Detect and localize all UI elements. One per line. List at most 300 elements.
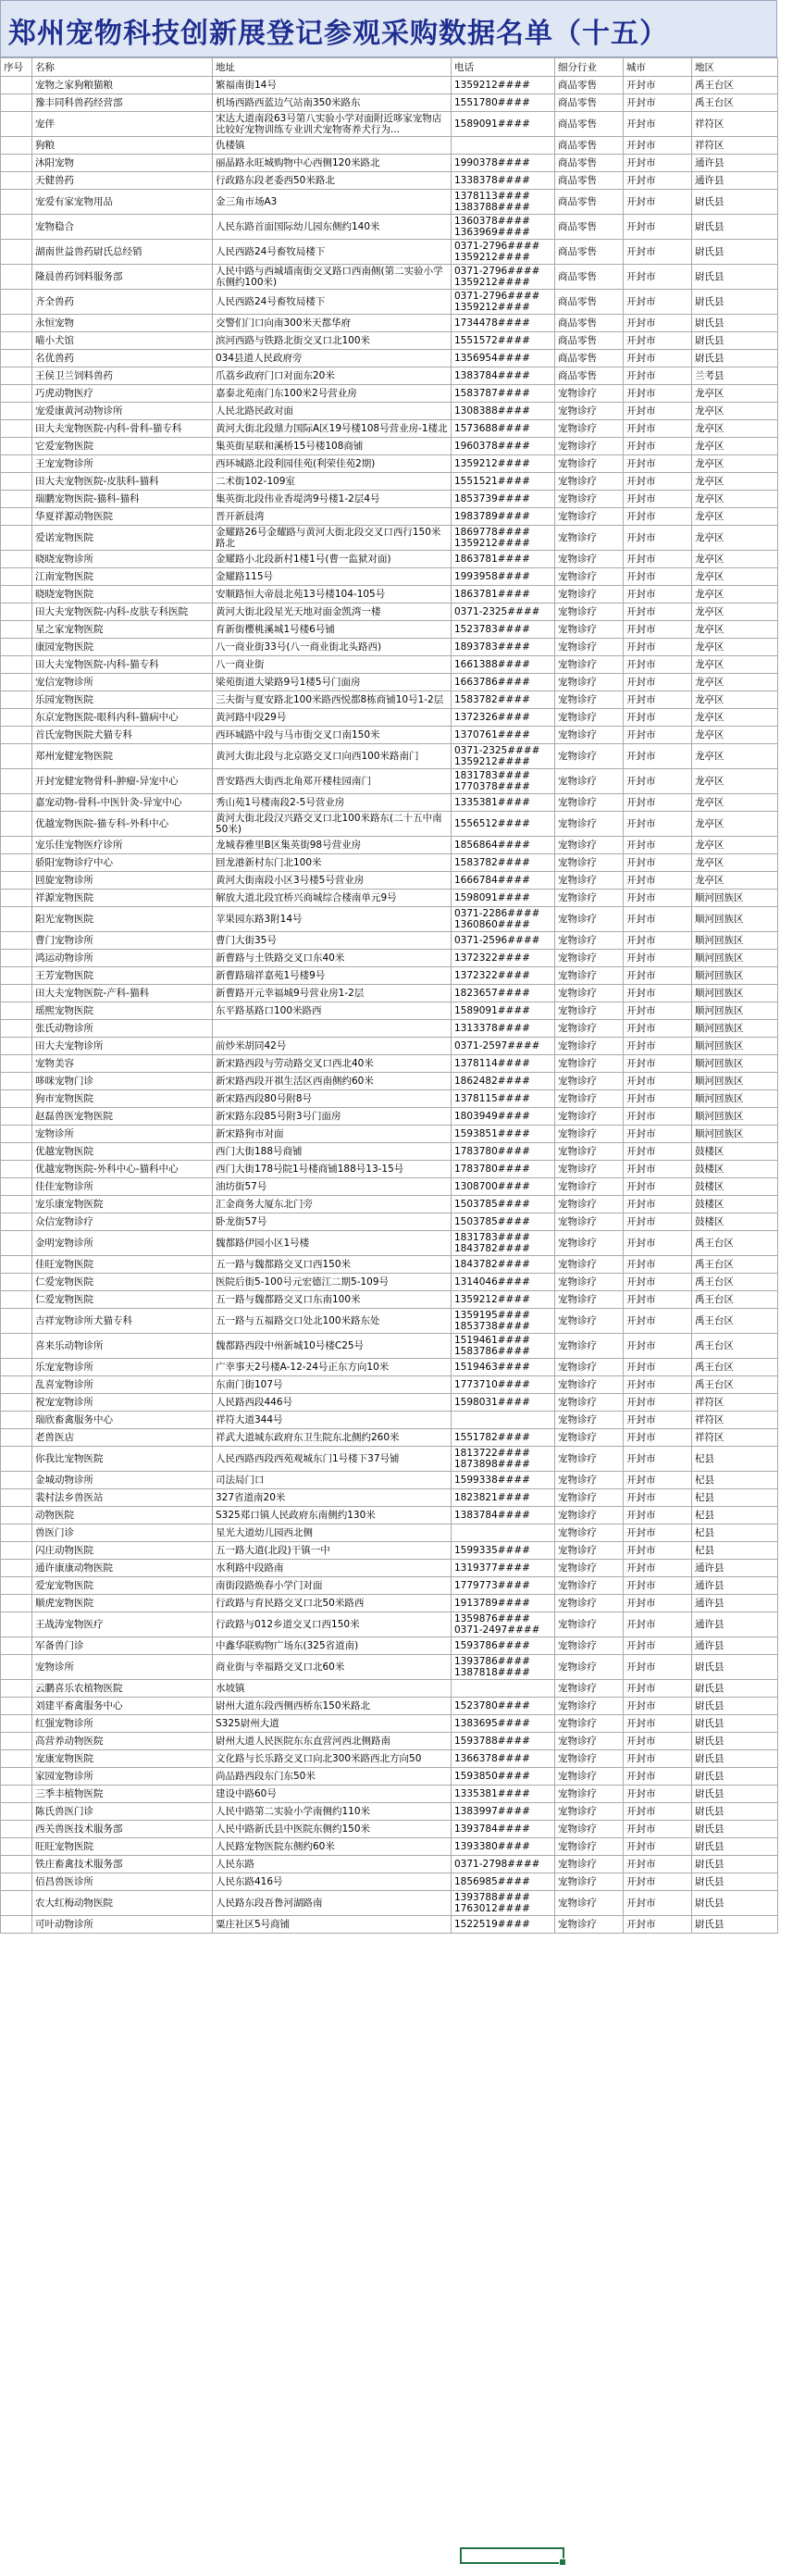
cell-district[interactable]: 通许县 xyxy=(692,172,778,190)
cell-industry[interactable]: 宠物诊疗 xyxy=(555,1213,624,1231)
cell-name[interactable]: 农大红梅动物医院 xyxy=(32,1891,213,1916)
cell-phone[interactable]: 1359212#### xyxy=(452,77,555,94)
cell-index[interactable] xyxy=(1,1595,32,1612)
cell-industry[interactable]: 宠物诊疗 xyxy=(555,890,624,907)
cell-name[interactable]: 祥源宠物医院 xyxy=(32,890,213,907)
cell-district[interactable]: 尉氏县 xyxy=(692,350,778,367)
cell-district[interactable]: 尉氏县 xyxy=(692,240,778,265)
cell-index[interactable] xyxy=(1,1429,32,1447)
cell-city[interactable]: 开封市 xyxy=(624,508,692,526)
cell-district[interactable]: 禹王台区 xyxy=(692,1334,778,1359)
cell-address[interactable]: 水利路中段路南 xyxy=(213,1560,452,1577)
cell-city[interactable]: 开封市 xyxy=(624,769,692,794)
cell-index[interactable] xyxy=(1,1002,32,1020)
cell-industry[interactable]: 商品零售 xyxy=(555,112,624,137)
cell-address[interactable]: 金耀路26号金耀路与黄河大街北段交叉口西行150米路北 xyxy=(213,526,452,551)
cell-index[interactable] xyxy=(1,950,32,967)
cell-address[interactable]: 晋安路西大街西北角郑开楼桂园南门 xyxy=(213,769,452,794)
cell-index[interactable] xyxy=(1,907,32,932)
cell-industry[interactable]: 宠物诊疗 xyxy=(555,1447,624,1472)
cell-district[interactable]: 龙亭区 xyxy=(692,420,778,438)
cell-city[interactable]: 开封市 xyxy=(624,812,692,837)
cell-phone[interactable]: 1383784#### xyxy=(452,1507,555,1524)
cell-industry[interactable]: 宠物诊疗 xyxy=(555,1891,624,1916)
cell-industry[interactable]: 宠物诊疗 xyxy=(555,1821,624,1838)
col-header-address[interactable]: 地址 xyxy=(213,58,452,77)
cell-index[interactable] xyxy=(1,1376,32,1394)
cell-name[interactable]: 宠物稳合 xyxy=(32,215,213,240)
cell-city[interactable]: 开封市 xyxy=(624,1715,692,1733)
cell-address[interactable]: 新曹路开元幸福城9号营业房1-2层 xyxy=(213,985,452,1002)
cell-phone[interactable]: 1583782#### xyxy=(452,854,555,872)
fill-handle[interactable] xyxy=(559,2558,566,2566)
cell-city[interactable]: 开封市 xyxy=(624,526,692,551)
cell-name[interactable]: 通许康康动物医院 xyxy=(32,1560,213,1577)
cell-district[interactable]: 鼓楼区 xyxy=(692,1143,778,1161)
cell-industry[interactable]: 宠物诊疗 xyxy=(555,621,624,639)
cell-phone[interactable]: 1378113#### 1383788#### xyxy=(452,190,555,215)
cell-phone[interactable]: 1853739#### xyxy=(452,491,555,508)
cell-address[interactable]: 行政路与012乡道交叉口西150米 xyxy=(213,1612,452,1637)
cell-industry[interactable]: 宠物诊疗 xyxy=(555,656,624,674)
cell-industry[interactable]: 商品零售 xyxy=(555,155,624,172)
cell-district[interactable]: 尉氏县 xyxy=(692,1715,778,1733)
col-header-district[interactable]: 地区 xyxy=(692,58,778,77)
cell-address[interactable]: 327省道南20米 xyxy=(213,1489,452,1507)
cell-district[interactable]: 顺河回族区 xyxy=(692,1090,778,1108)
cell-city[interactable]: 开封市 xyxy=(624,1429,692,1447)
cell-phone[interactable]: 1360378#### 1363969#### xyxy=(452,215,555,240)
cell-phone[interactable]: 1523783#### xyxy=(452,621,555,639)
cell-index[interactable] xyxy=(1,656,32,674)
cell-industry[interactable]: 宠物诊疗 xyxy=(555,1786,624,1803)
cell-industry[interactable]: 宠物诊疗 xyxy=(555,1309,624,1334)
cell-industry[interactable]: 宠物诊疗 xyxy=(555,420,624,438)
cell-name[interactable]: 宠康宠物医院 xyxy=(32,1750,213,1768)
cell-index[interactable] xyxy=(1,674,32,691)
cell-phone[interactable] xyxy=(452,1524,555,1542)
cell-city[interactable]: 开封市 xyxy=(624,112,692,137)
cell-phone[interactable]: 1843782#### xyxy=(452,1256,555,1274)
cell-name[interactable]: 众信宠物诊疗 xyxy=(32,1213,213,1231)
cell-address[interactable]: 三夫街与夏安路北100米路西悦都8栋商铺10号1-2层 xyxy=(213,691,452,709)
cell-industry[interactable]: 宠物诊疗 xyxy=(555,1577,624,1595)
cell-phone[interactable]: 0371-2798#### xyxy=(452,1856,555,1873)
cell-industry[interactable]: 宠物诊疗 xyxy=(555,1560,624,1577)
cell-industry[interactable]: 商品零售 xyxy=(555,367,624,385)
cell-phone[interactable]: 1734478#### xyxy=(452,315,555,332)
cell-city[interactable]: 开封市 xyxy=(624,1637,692,1655)
cell-phone[interactable]: 1370761#### xyxy=(452,727,555,744)
cell-index[interactable] xyxy=(1,1020,32,1038)
cell-name[interactable]: 曹门宠物诊所 xyxy=(32,932,213,950)
cell-industry[interactable]: 商品零售 xyxy=(555,290,624,315)
cell-industry[interactable]: 宠物诊疗 xyxy=(555,967,624,985)
cell-index[interactable] xyxy=(1,1231,32,1256)
cell-city[interactable]: 开封市 xyxy=(624,1916,692,1934)
cell-name[interactable]: 喵小犬馆 xyxy=(32,332,213,350)
cell-industry[interactable]: 宠物诊疗 xyxy=(555,794,624,812)
cell-phone[interactable]: 1393784#### xyxy=(452,1821,555,1838)
cell-address[interactable]: 人民中路新氏县中医院东侧约150米 xyxy=(213,1821,452,1838)
cell-industry[interactable]: 宠物诊疗 xyxy=(555,455,624,473)
cell-name[interactable]: 闪庄动物医院 xyxy=(32,1542,213,1560)
cell-name[interactable]: 瑞鹏宠物医院-猫科-猫科 xyxy=(32,491,213,508)
cell-phone[interactable]: 0371-2796#### 1359212#### xyxy=(452,240,555,265)
cell-industry[interactable]: 商品零售 xyxy=(555,215,624,240)
cell-index[interactable] xyxy=(1,1524,32,1542)
cell-city[interactable]: 开封市 xyxy=(624,1178,692,1196)
cell-name[interactable]: 顺虎宠物医院 xyxy=(32,1595,213,1612)
cell-address[interactable]: 黄河大街北段汉兴路交叉口北100米路东(二十五中南50米) xyxy=(213,812,452,837)
cell-address[interactable]: 曹门大街35号 xyxy=(213,932,452,950)
cell-address[interactable]: 卧龙街57号 xyxy=(213,1213,452,1231)
cell-phone[interactable]: 1383695#### xyxy=(452,1715,555,1733)
cell-address[interactable]: 黄河大街南段小区3号楼5号营业房 xyxy=(213,872,452,890)
cell-index[interactable] xyxy=(1,967,32,985)
cell-address[interactable]: 西环城路北段利园佳苑(利荣佳苑2期) xyxy=(213,455,452,473)
col-header-index[interactable]: 序号 xyxy=(1,58,32,77)
cell-address[interactable]: 新曹路瑞祥嘉苑1号楼9号 xyxy=(213,967,452,985)
cell-name[interactable]: 喜来乐动物诊所 xyxy=(32,1334,213,1359)
cell-name[interactable]: 家园宠物诊所 xyxy=(32,1768,213,1786)
cell-phone[interactable]: 1551521#### xyxy=(452,473,555,491)
cell-phone[interactable]: 1393786#### 1387818#### xyxy=(452,1655,555,1680)
cell-city[interactable]: 开封市 xyxy=(624,985,692,1002)
cell-name[interactable]: 金明宠物诊所 xyxy=(32,1231,213,1256)
cell-industry[interactable]: 宠物诊疗 xyxy=(555,727,624,744)
cell-city[interactable]: 开封市 xyxy=(624,1359,692,1376)
cell-district[interactable]: 龙亭区 xyxy=(692,568,778,586)
cell-address[interactable]: 人民北路民政对面 xyxy=(213,403,452,420)
cell-district[interactable]: 尉氏县 xyxy=(692,1803,778,1821)
cell-phone[interactable]: 1393380#### xyxy=(452,1838,555,1856)
cell-name[interactable]: 康园宠物医院 xyxy=(32,639,213,656)
cell-name[interactable]: 佰昌兽医诊所 xyxy=(32,1873,213,1891)
cell-index[interactable] xyxy=(1,639,32,656)
cell-district[interactable]: 鼓楼区 xyxy=(692,1213,778,1231)
cell-address[interactable]: 尉州大道人民医院东东直营河西北侧路南 xyxy=(213,1733,452,1750)
cell-industry[interactable]: 宠物诊疗 xyxy=(555,1002,624,1020)
cell-index[interactable] xyxy=(1,1447,32,1472)
cell-industry[interactable]: 宠物诊疗 xyxy=(555,385,624,403)
cell-city[interactable]: 开封市 xyxy=(624,1856,692,1873)
cell-district[interactable]: 尉氏县 xyxy=(692,1786,778,1803)
cell-city[interactable]: 开封市 xyxy=(624,1108,692,1126)
cell-address[interactable]: 安顺路恒大帝晨北苑13号楼104-105号 xyxy=(213,586,452,604)
cell-name[interactable]: 它爱宠物医院 xyxy=(32,438,213,455)
cell-name[interactable]: 吉祥宠物诊所犬猫专科 xyxy=(32,1309,213,1334)
cell-index[interactable] xyxy=(1,1394,32,1412)
cell-district[interactable]: 尉氏县 xyxy=(692,315,778,332)
cell-phone[interactable]: 1573688#### xyxy=(452,420,555,438)
cell-name[interactable]: 优越宠物医院-外科中心-猫科中心 xyxy=(32,1161,213,1178)
cell-index[interactable] xyxy=(1,1126,32,1143)
cell-city[interactable]: 开封市 xyxy=(624,551,692,568)
cell-district[interactable]: 顺河回族区 xyxy=(692,1020,778,1038)
cell-city[interactable]: 开封市 xyxy=(624,190,692,215)
cell-index[interactable] xyxy=(1,1577,32,1595)
cell-index[interactable] xyxy=(1,526,32,551)
cell-name[interactable]: 乐宠宠物诊所 xyxy=(32,1359,213,1376)
cell-district[interactable]: 龙亭区 xyxy=(692,526,778,551)
cell-city[interactable]: 开封市 xyxy=(624,1447,692,1472)
cell-index[interactable] xyxy=(1,1821,32,1838)
cell-index[interactable] xyxy=(1,727,32,744)
cell-district[interactable]: 龙亭区 xyxy=(692,455,778,473)
cell-city[interactable]: 开封市 xyxy=(624,1274,692,1291)
cell-phone[interactable]: 1960378#### xyxy=(452,438,555,455)
cell-city[interactable]: 开封市 xyxy=(624,709,692,727)
cell-district[interactable]: 禹王台区 xyxy=(692,94,778,112)
cell-phone[interactable]: 0371-2325#### 1359212#### xyxy=(452,744,555,769)
cell-index[interactable] xyxy=(1,1803,32,1821)
cell-district[interactable]: 禹王台区 xyxy=(692,1309,778,1334)
cell-city[interactable]: 开封市 xyxy=(624,1472,692,1489)
cell-name[interactable]: 仁爱宠物医院 xyxy=(32,1274,213,1291)
cell-phone[interactable]: 1863781#### xyxy=(452,586,555,604)
cell-phone[interactable]: 0371-2796#### 1359212#### xyxy=(452,290,555,315)
cell-industry[interactable]: 商品零售 xyxy=(555,315,624,332)
cell-index[interactable] xyxy=(1,794,32,812)
cell-industry[interactable]: 宠物诊疗 xyxy=(555,1161,624,1178)
cell-address[interactable]: 尚品路西段东门东50米 xyxy=(213,1768,452,1786)
cell-phone[interactable]: 1314046#### xyxy=(452,1274,555,1291)
cell-index[interactable] xyxy=(1,1196,32,1213)
cell-name[interactable]: 阳光宠物医院 xyxy=(32,907,213,932)
cell-city[interactable]: 开封市 xyxy=(624,890,692,907)
cell-city[interactable]: 开封市 xyxy=(624,950,692,967)
cell-industry[interactable]: 宠物诊疗 xyxy=(555,769,624,794)
cell-index[interactable] xyxy=(1,1733,32,1750)
cell-city[interactable]: 开封市 xyxy=(624,1803,692,1821)
cell-name[interactable]: 宠乐康宠物医院 xyxy=(32,1196,213,1213)
cell-district[interactable]: 顺河回族区 xyxy=(692,985,778,1002)
cell-name[interactable]: 佳旺宠物医院 xyxy=(32,1256,213,1274)
cell-address[interactable]: 八一商业街 xyxy=(213,656,452,674)
cell-city[interactable]: 开封市 xyxy=(624,1489,692,1507)
cell-phone[interactable]: 1366378#### xyxy=(452,1750,555,1768)
cell-name[interactable]: 沐阳宠物 xyxy=(32,155,213,172)
cell-name[interactable]: 宠爱有家宠物用品 xyxy=(32,190,213,215)
cell-address[interactable]: 五一路与魏都路交叉口西150米 xyxy=(213,1256,452,1274)
cell-index[interactable] xyxy=(1,508,32,526)
cell-address[interactable]: 黄河路中段29号 xyxy=(213,709,452,727)
cell-district[interactable]: 龙亭区 xyxy=(692,586,778,604)
cell-index[interactable] xyxy=(1,332,32,350)
cell-city[interactable]: 开封市 xyxy=(624,854,692,872)
cell-address[interactable]: 中鑫华联购物广场东(325省道南) xyxy=(213,1637,452,1655)
cell-address[interactable]: 人民路东段吾鲁河湖路南 xyxy=(213,1891,452,1916)
cell-phone[interactable]: 1869778#### 1359212#### xyxy=(452,526,555,551)
cell-name[interactable]: 宠物诊所 xyxy=(32,1126,213,1143)
cell-index[interactable] xyxy=(1,403,32,420)
cell-phone[interactable]: 1378114#### xyxy=(452,1055,555,1073)
cell-industry[interactable]: 宠物诊疗 xyxy=(555,674,624,691)
cell-phone[interactable]: 1393788#### 1763012#### xyxy=(452,1891,555,1916)
cell-name[interactable]: 裴村法乡兽医站 xyxy=(32,1489,213,1507)
cell-address[interactable]: 金三角市场A3 xyxy=(213,190,452,215)
cell-index[interactable] xyxy=(1,1161,32,1178)
cell-district[interactable]: 龙亭区 xyxy=(692,794,778,812)
cell-phone[interactable]: 1359212#### xyxy=(452,455,555,473)
cell-index[interactable] xyxy=(1,1715,32,1733)
cell-name[interactable]: 田大夫宠物医院-内科-皮肤专科医院 xyxy=(32,604,213,621)
cell-address[interactable]: 尉州大道东段西侧西桥东150米路北 xyxy=(213,1698,452,1715)
cell-index[interactable] xyxy=(1,890,32,907)
cell-industry[interactable]: 宠物诊疗 xyxy=(555,1291,624,1309)
cell-district[interactable]: 通许县 xyxy=(692,1612,778,1637)
cell-name[interactable]: 开封宠健宠物骨科-肿瘤-异宠中心 xyxy=(32,769,213,794)
cell-district[interactable]: 龙亭区 xyxy=(692,621,778,639)
cell-city[interactable]: 开封市 xyxy=(624,1595,692,1612)
cell-industry[interactable]: 宠物诊疗 xyxy=(555,1231,624,1256)
cell-address[interactable]: 人民西路24号畜牧局楼下 xyxy=(213,240,452,265)
cell-city[interactable]: 开封市 xyxy=(624,265,692,290)
cell-address[interactable]: 仇楼镇 xyxy=(213,137,452,155)
cell-phone[interactable]: 1359195#### 1853738#### xyxy=(452,1309,555,1334)
cell-district[interactable]: 顺河回族区 xyxy=(692,1038,778,1055)
cell-index[interactable] xyxy=(1,1412,32,1429)
cell-address[interactable]: 解放大道北段宜桥兴商城综合楼南单元9号 xyxy=(213,890,452,907)
cell-index[interactable] xyxy=(1,1274,32,1291)
cell-name[interactable]: 宠爱康黄河动物诊所 xyxy=(32,403,213,420)
cell-address[interactable]: 秀山苑1号楼南段2-5号营业房 xyxy=(213,794,452,812)
cell-address[interactable]: 祥武大道城东政府东卫生院东北侧约260米 xyxy=(213,1429,452,1447)
cell-address[interactable]: 034县道人民政府旁 xyxy=(213,350,452,367)
cell-city[interactable]: 开封市 xyxy=(624,94,692,112)
cell-index[interactable] xyxy=(1,1143,32,1161)
cell-phone[interactable]: 1783780#### xyxy=(452,1143,555,1161)
cell-name[interactable]: 高营养动物医院 xyxy=(32,1733,213,1750)
cell-name[interactable]: 王宠宠物诊所 xyxy=(32,455,213,473)
cell-index[interactable] xyxy=(1,1786,32,1803)
cell-industry[interactable]: 宠物诊疗 xyxy=(555,1429,624,1447)
cell-address[interactable]: 人民西路西段西苑观城东门1号楼下37号铺 xyxy=(213,1447,452,1472)
cell-district[interactable]: 尉氏县 xyxy=(692,265,778,290)
cell-district[interactable]: 尉氏县 xyxy=(692,190,778,215)
cell-phone[interactable]: 1783780#### xyxy=(452,1161,555,1178)
cell-address[interactable]: 商业街与幸福路交叉口北60米 xyxy=(213,1655,452,1680)
cell-industry[interactable]: 宠物诊疗 xyxy=(555,1020,624,1038)
cell-city[interactable]: 开封市 xyxy=(624,332,692,350)
cell-index[interactable] xyxy=(1,1655,32,1680)
cell-index[interactable] xyxy=(1,265,32,290)
cell-city[interactable]: 开封市 xyxy=(624,155,692,172)
cell-index[interactable] xyxy=(1,1838,32,1856)
cell-phone[interactable]: 1308700#### xyxy=(452,1178,555,1196)
cell-name[interactable]: 动物医院 xyxy=(32,1507,213,1524)
cell-phone[interactable]: 1661388#### xyxy=(452,656,555,674)
cell-city[interactable]: 开封市 xyxy=(624,1231,692,1256)
cell-industry[interactable]: 宠物诊疗 xyxy=(555,438,624,455)
cell-industry[interactable]: 宠物诊疗 xyxy=(555,1376,624,1394)
cell-phone[interactable]: 1893783#### xyxy=(452,639,555,656)
cell-district[interactable]: 龙亭区 xyxy=(692,812,778,837)
cell-district[interactable]: 尉氏县 xyxy=(692,215,778,240)
cell-name[interactable]: 狗市宠物医院 xyxy=(32,1090,213,1108)
cell-district[interactable]: 通许县 xyxy=(692,1637,778,1655)
cell-address[interactable]: 人民路宠物医院东侧约60米 xyxy=(213,1838,452,1856)
cell-index[interactable] xyxy=(1,1334,32,1359)
cell-phone[interactable]: 1856864#### xyxy=(452,837,555,854)
cell-district[interactable]: 禹王台区 xyxy=(692,77,778,94)
cell-name[interactable]: 宠伴 xyxy=(32,112,213,137)
cell-city[interactable]: 开封市 xyxy=(624,350,692,367)
col-header-city[interactable]: 城市 xyxy=(624,58,692,77)
cell-city[interactable]: 开封市 xyxy=(624,794,692,812)
cell-name[interactable]: 乐园宠物医院 xyxy=(32,691,213,709)
cell-index[interactable] xyxy=(1,455,32,473)
cell-phone[interactable]: 1503785#### xyxy=(452,1196,555,1213)
cell-phone[interactable]: 1803949#### xyxy=(452,1108,555,1126)
cell-city[interactable]: 开封市 xyxy=(624,1334,692,1359)
cell-district[interactable]: 禹王台区 xyxy=(692,1274,778,1291)
cell-index[interactable] xyxy=(1,551,32,568)
cell-address[interactable]: 金耀路小北段新村1楼1号(曹一监狱对面) xyxy=(213,551,452,568)
cell-district[interactable]: 祥符区 xyxy=(692,1394,778,1412)
cell-district[interactable]: 祥符区 xyxy=(692,137,778,155)
cell-district[interactable]: 顺河回族区 xyxy=(692,1002,778,1020)
cell-city[interactable]: 开封市 xyxy=(624,420,692,438)
cell-index[interactable] xyxy=(1,315,32,332)
cell-phone[interactable]: 1663786#### xyxy=(452,674,555,691)
cell-address[interactable]: 五一路与魏都路交叉口东南100米 xyxy=(213,1291,452,1309)
cell-index[interactable] xyxy=(1,568,32,586)
cell-address[interactable]: 滨河西路与铁路北街交叉口北100米 xyxy=(213,332,452,350)
cell-district[interactable]: 禹王台区 xyxy=(692,1376,778,1394)
cell-address[interactable]: 西环城路中段与马市街交叉口南150米 xyxy=(213,727,452,744)
cell-index[interactable] xyxy=(1,1873,32,1891)
cell-name[interactable]: 巧虎动物医疗 xyxy=(32,385,213,403)
cell-city[interactable]: 开封市 xyxy=(624,621,692,639)
cell-name[interactable]: 云鹏喜乐农植物医院 xyxy=(32,1680,213,1698)
cell-industry[interactable]: 宠物诊疗 xyxy=(555,872,624,890)
cell-name[interactable]: 齐全兽药 xyxy=(32,290,213,315)
cell-name[interactable]: 王侯卫兰饲料兽药 xyxy=(32,367,213,385)
cell-name[interactable]: 田大夫宠物医院-产科-猫科 xyxy=(32,985,213,1002)
cell-district[interactable]: 尉氏县 xyxy=(692,1873,778,1891)
cell-index[interactable] xyxy=(1,854,32,872)
cell-district[interactable]: 禹王台区 xyxy=(692,1291,778,1309)
cell-city[interactable]: 开封市 xyxy=(624,385,692,403)
cell-name[interactable]: 红强宠物诊所 xyxy=(32,1715,213,1733)
cell-index[interactable] xyxy=(1,240,32,265)
cell-district[interactable]: 龙亭区 xyxy=(692,691,778,709)
cell-address[interactable]: 西门大街188号商铺 xyxy=(213,1143,452,1161)
cell-name[interactable]: 哆咪宠物门诊 xyxy=(32,1073,213,1090)
cell-city[interactable]: 开封市 xyxy=(624,1612,692,1637)
cell-index[interactable] xyxy=(1,1309,32,1334)
cell-city[interactable]: 开封市 xyxy=(624,491,692,508)
cell-industry[interactable]: 宠物诊疗 xyxy=(555,1698,624,1715)
cell-phone[interactable]: 1523780#### xyxy=(452,1698,555,1715)
cell-name[interactable]: 赵磊兽医宠物医院 xyxy=(32,1108,213,1126)
cell-name[interactable]: 鸿运动物诊所 xyxy=(32,950,213,967)
cell-phone[interactable]: 1356954#### xyxy=(452,350,555,367)
cell-address[interactable]: 八一商业街33号(八一商业街北头路西) xyxy=(213,639,452,656)
cell-address[interactable]: 繁福南街14号 xyxy=(213,77,452,94)
cell-address[interactable]: 医院后街5-100号元宏德江二期5-109号 xyxy=(213,1274,452,1291)
cell-phone[interactable]: 1372322#### xyxy=(452,967,555,985)
cell-district[interactable]: 尉氏县 xyxy=(692,1838,778,1856)
cell-address[interactable]: 机场西路西蓝边气站南350米路东 xyxy=(213,94,452,112)
cell-industry[interactable]: 宠物诊疗 xyxy=(555,1126,624,1143)
cell-phone[interactable]: 1556512#### xyxy=(452,812,555,837)
cell-industry[interactable]: 宠物诊疗 xyxy=(555,1637,624,1655)
cell-city[interactable]: 开封市 xyxy=(624,455,692,473)
cell-index[interactable] xyxy=(1,985,32,1002)
